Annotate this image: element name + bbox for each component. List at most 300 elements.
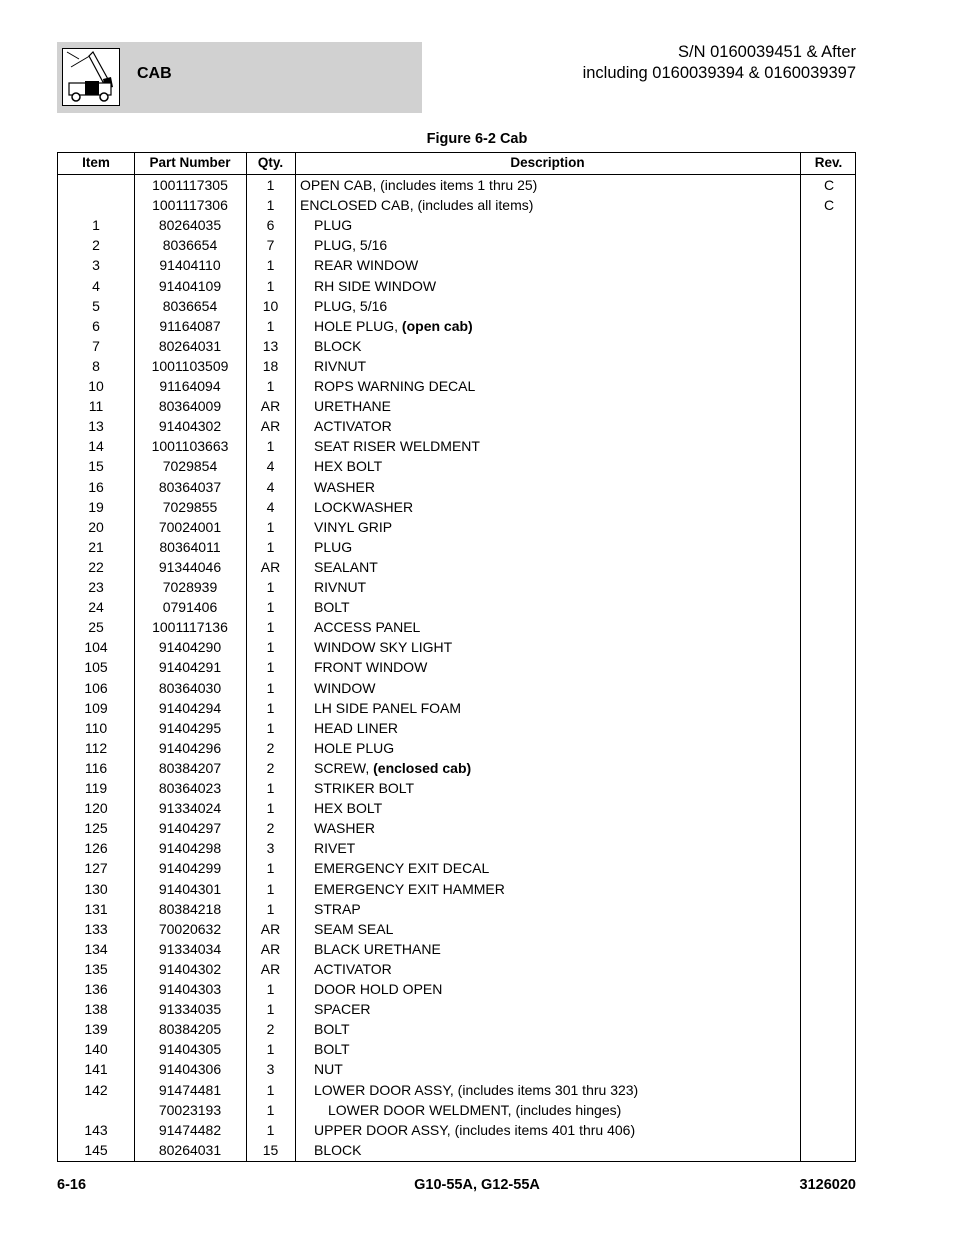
description: [314, 416, 392, 436]
table-row: [58, 637, 855, 657]
part-number: 91404297: [158, 820, 222, 837]
description: [300, 175, 537, 195]
table-row: [58, 577, 855, 597]
part-number: 91164087: [159, 317, 221, 334]
quantity: 2: [266, 1021, 275, 1038]
description: [314, 477, 375, 497]
quantity: 4: [266, 498, 275, 515]
description: [314, 235, 387, 255]
quantity: 1: [266, 257, 275, 274]
table-row: [58, 798, 855, 818]
table-row: [58, 497, 855, 517]
table-row: [58, 276, 855, 296]
description-text: ACTIVATOR: [314, 960, 392, 977]
quantity: 1: [266, 438, 275, 455]
table-row: [58, 597, 855, 617]
item-number: 119: [84, 780, 108, 796]
quantity: 1: [266, 981, 275, 997]
description-text: HOLE PLUG,: [314, 317, 402, 334]
quantity: AR: [260, 960, 281, 977]
part-number: 91404306: [158, 1061, 222, 1078]
table-row: [58, 758, 855, 778]
part-number: 1001117305: [152, 177, 228, 193]
header-qty: Qty.: [257, 155, 284, 170]
quantity: 1: [266, 1001, 275, 1018]
table-row: [58, 959, 855, 979]
part-number: 80364011: [159, 538, 221, 555]
quantity: 13: [262, 337, 279, 354]
item-number: 11: [88, 398, 104, 415]
table-row: [58, 657, 855, 677]
part-number: 91404110: [159, 257, 221, 274]
part-number: 91404303: [158, 981, 222, 997]
description-text: RH SIDE WINDOW: [314, 277, 437, 294]
part-number: 91334034: [158, 940, 222, 957]
quantity: 1: [266, 378, 275, 394]
table-row: [58, 879, 855, 899]
part-number: 91164094: [159, 378, 221, 394]
table-row: [58, 537, 855, 557]
section-title: CAB: [137, 65, 172, 82]
part-number: 80364009: [158, 398, 222, 415]
item-number: 24: [88, 599, 104, 616]
table-row: [58, 919, 855, 939]
table-row: [58, 235, 855, 255]
item-number: 133: [84, 920, 108, 937]
description-text: HEX BOLT: [314, 800, 383, 817]
serial-line-2: including 0160039394 & 0160039397: [582, 64, 856, 82]
item-number: 138: [84, 1001, 108, 1018]
description-text: LOWER DOOR WELDMENT, (includes hinges): [328, 1101, 622, 1118]
description-text: WASHER: [314, 820, 375, 837]
quantity: 1: [266, 1081, 275, 1098]
description: [314, 396, 391, 416]
quantity: 1: [266, 538, 275, 555]
description-text: SPACER: [314, 1001, 371, 1018]
quantity: 1: [266, 619, 275, 636]
description-text: SEAM SEAL: [314, 920, 394, 937]
part-number: 91334035: [158, 1001, 222, 1018]
quantity: 1: [266, 679, 275, 696]
part-number: 1001103663: [151, 438, 229, 455]
part-number: 70024001: [158, 518, 222, 535]
part-number: 0791406: [162, 599, 218, 616]
part-number: 80384218: [158, 900, 222, 917]
part-number: 91404290: [158, 639, 222, 656]
quantity: 1: [266, 860, 275, 877]
quantity: 1: [266, 1041, 275, 1058]
quantity: 7: [266, 237, 275, 254]
part-number: 7029855: [162, 498, 218, 515]
description: [314, 899, 361, 919]
table-header: [58, 153, 855, 175]
description-text: SEALANT: [314, 558, 378, 575]
part-number: 70023193: [158, 1101, 222, 1118]
part-number: 91404301: [158, 880, 222, 897]
revision: C: [823, 197, 835, 214]
description: [314, 999, 371, 1019]
table-row: [58, 718, 855, 738]
description: [314, 1039, 350, 1059]
quantity: 3: [266, 840, 275, 857]
description: [314, 1140, 361, 1160]
item-number: 139: [84, 1021, 108, 1038]
item-number: 5: [92, 297, 100, 314]
table-row: [58, 1080, 855, 1100]
part-number: 80264031: [158, 337, 222, 354]
description-text: BOLT: [314, 1021, 350, 1038]
quantity: 10: [262, 297, 279, 314]
table-row: [58, 1059, 855, 1079]
header-rev: Rev.: [814, 155, 843, 170]
part-number: 91404296: [158, 739, 222, 756]
table-row: [58, 416, 855, 436]
description: [314, 818, 375, 838]
part-number: 91404299: [158, 860, 222, 877]
table-row: [58, 979, 855, 999]
description-text: DOOR HOLD OPEN: [314, 981, 443, 997]
table-row: [58, 698, 855, 718]
table-row: [58, 517, 855, 537]
description-text: HEX BOLT: [314, 458, 383, 475]
part-number: 80264031: [158, 1141, 222, 1158]
item-number: 25: [88, 619, 104, 636]
description: [314, 356, 366, 376]
header-part-number: Part Number: [149, 155, 231, 170]
description: [314, 678, 375, 698]
description-text: EMERGENCY EXIT HAMMER: [314, 880, 505, 897]
description: [314, 1120, 635, 1140]
quantity: AR: [260, 558, 281, 575]
description: [314, 215, 352, 235]
description-text: ACCESS PANEL: [314, 619, 421, 636]
part-number: 91404302: [158, 418, 222, 435]
description-text: HEAD LINER: [314, 719, 399, 736]
table-row: [58, 678, 855, 698]
part-number: 80364023: [158, 780, 222, 796]
description: [314, 657, 427, 677]
part-number: 91334024: [158, 800, 222, 817]
table-row: [58, 778, 855, 798]
part-number: 8036654: [162, 297, 218, 314]
description: [314, 376, 475, 396]
table-row: [58, 1100, 855, 1120]
table-row: [58, 617, 855, 637]
part-number: 91404109: [158, 277, 222, 294]
item-number: 135: [84, 960, 108, 977]
description-text: ENCLOSED CAB, (includes all items): [300, 197, 534, 214]
quantity: 3: [266, 1061, 275, 1078]
quantity: 1: [266, 659, 275, 676]
revision: C: [823, 177, 835, 193]
table-row: [58, 738, 855, 758]
description-text: PLUG: [314, 217, 353, 234]
item-number: 105: [84, 659, 108, 676]
part-number: 80384205: [158, 1021, 222, 1038]
part-number: 91344046: [158, 558, 222, 575]
description: [314, 798, 382, 818]
description-text: OPEN CAB, (includes items 1 thru 25): [300, 177, 538, 193]
quantity: AR: [260, 418, 281, 435]
serial-range: [583, 42, 856, 84]
quantity: 1: [266, 900, 275, 917]
part-number: 91404298: [158, 840, 222, 857]
item-number: 134: [84, 940, 108, 957]
table-row: [58, 456, 855, 476]
quantity: 1: [266, 518, 275, 535]
part-number: 1001103509: [151, 357, 229, 374]
item-number: 109: [84, 699, 108, 716]
part-number: 91404302: [158, 960, 222, 977]
telehandler-icon: [62, 48, 120, 106]
item-number: 7: [92, 337, 100, 354]
quantity: 1: [266, 599, 275, 616]
description-text: RIVET: [314, 840, 356, 857]
part-number: 8036654: [162, 237, 218, 254]
description: [314, 255, 418, 275]
quantity: 2: [266, 759, 275, 776]
description: [314, 959, 392, 979]
description-text: EMERGENCY EXIT DECAL: [314, 860, 490, 877]
description: [314, 537, 352, 557]
model-names: G10-55A, G12-55A: [414, 1177, 540, 1193]
item-number: 19: [88, 498, 104, 515]
table-row: [58, 175, 855, 195]
description: [314, 778, 414, 798]
quantity: 1: [266, 800, 275, 817]
part-number: 91404294: [158, 699, 222, 716]
quantity: 4: [266, 458, 275, 475]
item-number: 4: [92, 277, 100, 294]
quantity: 15: [262, 1141, 279, 1158]
document-number: 3126020: [799, 1177, 856, 1193]
description: [314, 698, 461, 718]
description: [314, 838, 355, 858]
description-text: LH SIDE PANEL FOAM: [314, 699, 462, 716]
description-text: STRIKER BOLT: [314, 780, 415, 796]
description: [314, 879, 505, 899]
description: [300, 195, 533, 215]
description: [314, 517, 392, 537]
table-row: [58, 1140, 855, 1160]
item-number: 13: [88, 418, 104, 435]
table-row: [58, 316, 855, 336]
description-text: SEAT RISER WELDMENT: [314, 438, 480, 455]
description-text: RIVNUT: [314, 357, 367, 374]
description: [314, 1080, 638, 1100]
description: [314, 597, 350, 617]
table-row: [58, 215, 855, 235]
description-text: REAR WINDOW: [314, 257, 419, 274]
item-number: 20: [88, 518, 104, 535]
description-text: NUT: [314, 1061, 343, 1078]
description-note: (open cab): [401, 317, 473, 334]
description-text: LOCKWASHER: [314, 498, 414, 515]
description-text: UPPER DOOR ASSY, (includes items 401 thru 406): [314, 1121, 636, 1138]
table-row: [58, 255, 855, 275]
header-description: Description: [510, 155, 585, 170]
description: [314, 758, 471, 778]
description-text: WINDOW: [314, 679, 376, 696]
part-number: 80364030: [158, 679, 222, 696]
description: [314, 637, 452, 657]
item-number: 142: [84, 1081, 108, 1098]
part-number: 7029854: [162, 458, 218, 475]
description: [314, 1019, 350, 1039]
quantity: 1: [266, 780, 275, 796]
description-text: SCREW,: [314, 759, 374, 776]
figure-title: Figure 6-2 Cab: [426, 131, 528, 147]
description: [314, 296, 387, 316]
description: [314, 617, 420, 637]
item-number: 3: [92, 257, 100, 274]
part-number: 70020632: [158, 920, 222, 937]
description-text: PLUG: [314, 538, 353, 555]
description-note: (enclosed cab): [373, 759, 472, 776]
item-number: 136: [84, 981, 108, 997]
part-number: 1001117136: [152, 619, 228, 636]
quantity: AR: [260, 940, 281, 957]
quantity: 1: [266, 317, 275, 334]
part-number: 91404295: [158, 719, 222, 736]
quantity: 1: [266, 1121, 275, 1138]
item-number: 141: [84, 1061, 108, 1078]
table-row: [58, 838, 855, 858]
table-row: [58, 557, 855, 577]
table-row: [58, 396, 855, 416]
quantity: 1: [266, 197, 275, 214]
item-number: 120: [84, 800, 108, 817]
quantity: 1: [266, 277, 275, 294]
table-row: [58, 195, 855, 215]
description-text: LOWER DOOR ASSY, (includes items 301 thru 323): [314, 1081, 639, 1098]
table-row: [58, 477, 855, 497]
description-text: BOLT: [314, 1041, 350, 1058]
description: [314, 436, 480, 456]
part-number: 91474481: [158, 1081, 222, 1098]
description: [314, 738, 394, 758]
table-row: [58, 296, 855, 316]
quantity: 1: [266, 639, 275, 656]
quantity: 1: [266, 1101, 275, 1118]
item-number: 22: [88, 558, 104, 575]
table-row: [58, 336, 855, 356]
item-number: 15: [88, 458, 104, 475]
header-item: Item: [82, 155, 110, 170]
table-row: [58, 1019, 855, 1039]
item-number: 2: [92, 237, 100, 254]
part-number: 1001117306: [152, 197, 228, 214]
description-text: PLUG, 5/16: [314, 237, 388, 254]
description: [314, 718, 398, 738]
table-row: [58, 818, 855, 838]
table-row: [58, 899, 855, 919]
quantity: 6: [266, 217, 275, 234]
item-number: 1: [92, 217, 100, 234]
item-number: 116: [84, 759, 108, 776]
item-number: 145: [84, 1141, 108, 1158]
item-number: 143: [84, 1121, 108, 1138]
description-text: ACTIVATOR: [314, 418, 392, 435]
description-text: VINYL GRIP: [314, 518, 393, 535]
quantity: 2: [266, 820, 275, 837]
quantity: 1: [266, 880, 275, 897]
part-number: 7028939: [162, 579, 218, 595]
description: [314, 577, 366, 597]
table-row: [58, 436, 855, 456]
item-number: 104: [84, 639, 108, 656]
quantity: 4: [266, 478, 275, 495]
description-text: FRONT WINDOW: [314, 659, 428, 676]
item-number: 126: [84, 840, 108, 857]
description-text: BOLT: [314, 599, 350, 616]
description: [314, 858, 489, 878]
part-number: 91404305: [158, 1041, 222, 1058]
description: [314, 1059, 343, 1079]
part-number: 91404291: [158, 659, 222, 676]
description-text: ROPS WARNING DECAL: [314, 378, 476, 394]
quantity: 1: [266, 719, 275, 736]
item-number: 106: [84, 679, 108, 696]
description-text: WASHER: [314, 478, 375, 495]
quantity: 1: [266, 699, 275, 716]
quantity: 1: [266, 579, 275, 595]
description-text: BLACK URETHANE: [314, 940, 441, 957]
description-text: BLOCK: [314, 337, 362, 354]
table-row: [58, 1120, 855, 1140]
item-number: 125: [84, 820, 108, 837]
description-text: STRAP: [314, 900, 361, 917]
description-text: URETHANE: [314, 398, 392, 415]
description-text: PLUG, 5/16: [314, 297, 388, 314]
description-text: RIVNUT: [314, 579, 367, 595]
description: [314, 919, 393, 939]
item-number: 112: [84, 739, 108, 756]
quantity: AR: [260, 920, 281, 937]
description: [328, 1100, 621, 1120]
page-number: 6-16: [57, 1177, 87, 1193]
serial-line-1: S/N 0160039451 & After: [678, 43, 856, 61]
description-text: WINDOW SKY LIGHT: [314, 639, 453, 656]
quantity: 18: [262, 357, 279, 374]
table-row: [58, 858, 855, 878]
description: [314, 336, 361, 356]
table-row: [58, 1039, 855, 1059]
table-row: [58, 356, 855, 376]
description: [314, 456, 382, 476]
description: [314, 939, 441, 959]
table-row: [58, 376, 855, 396]
item-number: 130: [84, 880, 108, 897]
item-number: 14: [88, 438, 104, 455]
description-text: HOLE PLUG: [314, 739, 395, 756]
item-number: 8: [92, 357, 100, 374]
part-number: 80264035: [158, 217, 222, 234]
item-number: 110: [84, 719, 108, 736]
item-number: 131: [84, 900, 108, 917]
item-number: 127: [84, 860, 108, 877]
description: [314, 557, 378, 577]
description-text: BLOCK: [314, 1141, 362, 1158]
item-number: 16: [88, 478, 104, 495]
quantity: AR: [260, 398, 281, 415]
part-number: 91474482: [158, 1121, 222, 1138]
item-number: 6: [92, 317, 100, 334]
quantity: 2: [266, 739, 275, 756]
item-number: 140: [84, 1041, 108, 1058]
item-number: 21: [88, 538, 104, 555]
description: [314, 497, 413, 517]
